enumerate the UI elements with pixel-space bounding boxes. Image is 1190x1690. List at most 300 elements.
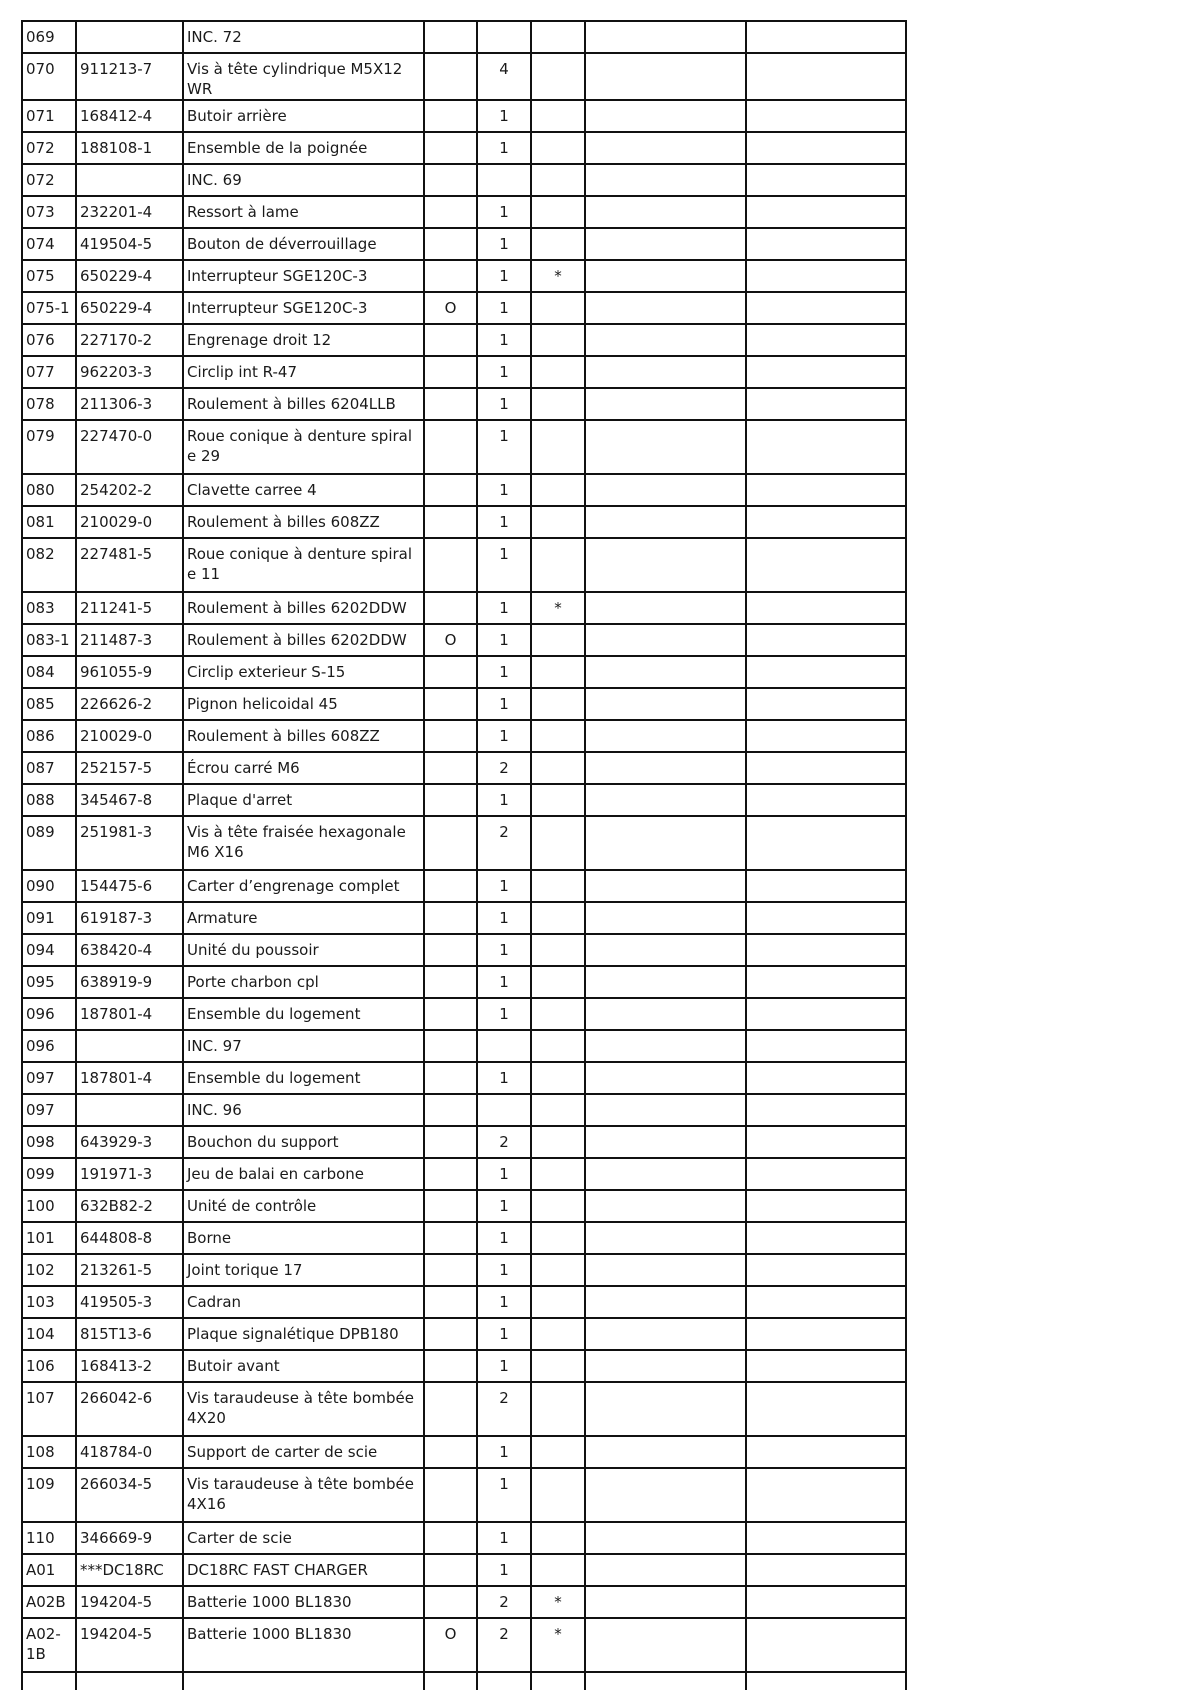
- table-row: [22, 1254, 906, 1286]
- quantity-cell: 1: [477, 592, 531, 624]
- item-number-cell: 102: [22, 1254, 76, 1286]
- quantity-cell: 1: [477, 688, 531, 720]
- blank-cell: [585, 1468, 746, 1522]
- note-cell: [531, 1554, 585, 1586]
- blank-cell: [746, 1382, 906, 1436]
- item-number-cell: A02-1B: [22, 1618, 76, 1672]
- blank-cell: [585, 420, 746, 474]
- description-cell: Bouchon du support: [183, 1126, 424, 1158]
- table-row: [22, 1318, 906, 1350]
- note-cell: [531, 1286, 585, 1318]
- part-number-cell: 210029-0: [76, 720, 183, 752]
- blank-cell: [746, 1522, 906, 1554]
- part-number-cell: [76, 164, 183, 196]
- note-cell: [531, 1318, 585, 1350]
- quantity-cell: 1: [477, 506, 531, 538]
- part-number-cell: 644808-8: [76, 1222, 183, 1254]
- part-number-cell: ***DC18RC: [76, 1554, 183, 1586]
- blank-cell: [585, 1062, 746, 1094]
- blank-cell: [585, 592, 746, 624]
- blank-cell: [746, 420, 906, 474]
- blank-cell: [585, 324, 746, 356]
- description-cell: Butoir avant: [183, 1350, 424, 1382]
- blank-cell: [746, 752, 906, 784]
- table-row: [22, 1190, 906, 1222]
- blank-cell: [585, 1350, 746, 1382]
- description-cell: Écrou carré M6: [183, 752, 424, 784]
- part-number-cell: 254202-2: [76, 474, 183, 506]
- blank-cell: [585, 1672, 746, 1690]
- note-cell: [531, 420, 585, 474]
- note-cell: *: [531, 1618, 585, 1672]
- blank-cell: [746, 966, 906, 998]
- blank-cell: [746, 538, 906, 592]
- note-cell: [531, 1522, 585, 1554]
- description-cell: Ensemble du logement: [183, 998, 424, 1030]
- part-number-cell: 911213-7: [76, 53, 183, 100]
- note-cell: *: [531, 1586, 585, 1618]
- quantity-cell: 1: [477, 1286, 531, 1318]
- note-cell: [531, 506, 585, 538]
- table-row: [22, 1586, 906, 1618]
- part-number-cell: 643929-3: [76, 1126, 183, 1158]
- description-cell: Carter d’engrenage complet: [183, 870, 424, 902]
- quantity-cell: 1: [477, 934, 531, 966]
- quantity-cell: 1: [477, 1190, 531, 1222]
- table-row: [22, 132, 906, 164]
- note-cell: [531, 1382, 585, 1436]
- description-cell: Butoir arrière: [183, 100, 424, 132]
- parts-table: [21, 20, 907, 1690]
- blank-cell: [585, 356, 746, 388]
- blank-cell: [746, 784, 906, 816]
- blank-cell: [585, 538, 746, 592]
- table-row: [22, 1062, 906, 1094]
- description-cell: INC. 69: [183, 164, 424, 196]
- option-cell: [424, 784, 477, 816]
- quantity-cell: 1: [477, 1222, 531, 1254]
- blank-cell: [585, 1094, 746, 1126]
- quantity-cell: 1: [477, 1254, 531, 1286]
- note-cell: [531, 784, 585, 816]
- description-cell: Plaque signalétique DPB180: [183, 1318, 424, 1350]
- table-row: [22, 1286, 906, 1318]
- part-number-cell: [76, 21, 183, 53]
- note-cell: [531, 624, 585, 656]
- blank-cell: [585, 688, 746, 720]
- blank-cell: [585, 934, 746, 966]
- item-number-cell: 076: [22, 324, 76, 356]
- option-cell: [424, 688, 477, 720]
- table-row: [22, 1672, 906, 1690]
- quantity-cell: 1: [477, 784, 531, 816]
- blank-cell: [585, 100, 746, 132]
- option-cell: [424, 132, 477, 164]
- item-number-cell: 088: [22, 784, 76, 816]
- option-cell: [424, 324, 477, 356]
- quantity-cell: 1: [477, 324, 531, 356]
- option-cell: [424, 752, 477, 784]
- quantity-cell: 2: [477, 816, 531, 870]
- note-cell: [531, 164, 585, 196]
- part-number-cell: 211306-3: [76, 388, 183, 420]
- blank-cell: [585, 1254, 746, 1286]
- quantity-cell: 2: [477, 1126, 531, 1158]
- option-cell: [424, 1126, 477, 1158]
- part-number-cell: 815T13-6: [76, 1318, 183, 1350]
- item-number-cell: 077: [22, 356, 76, 388]
- part-number-cell: 194204-5: [76, 1618, 183, 1672]
- part-number-cell: 194204-5: [76, 1586, 183, 1618]
- description-cell: Bouton de déverrouillage: [183, 228, 424, 260]
- table-row: [22, 1618, 906, 1672]
- part-number-cell: 232201-4: [76, 196, 183, 228]
- item-number-cell: 096: [22, 1030, 76, 1062]
- option-cell: [424, 388, 477, 420]
- option-cell: [424, 1522, 477, 1554]
- table-row: [22, 356, 906, 388]
- option-cell: [424, 870, 477, 902]
- parts-table-body: [22, 21, 906, 1690]
- blank-cell: [746, 356, 906, 388]
- description-cell: Clavette carree 4: [183, 474, 424, 506]
- part-number-cell: 227470-0: [76, 420, 183, 474]
- quantity-cell: 1: [477, 1554, 531, 1586]
- blank-cell: [746, 196, 906, 228]
- quantity-cell: 1: [477, 656, 531, 688]
- quantity-cell: 2: [477, 1586, 531, 1618]
- item-number-cell: 101: [22, 1222, 76, 1254]
- description-cell: Circlip exterieur S-15: [183, 656, 424, 688]
- option-cell: [424, 720, 477, 752]
- blank-cell: [585, 1286, 746, 1318]
- note-cell: [531, 1126, 585, 1158]
- item-number-cell: 104: [22, 1318, 76, 1350]
- table-row: [22, 228, 906, 260]
- description-cell: Carter de scie: [183, 1522, 424, 1554]
- blank-cell: [585, 292, 746, 324]
- table-row: [22, 53, 906, 100]
- option-cell: [424, 196, 477, 228]
- description-cell: Batterie 1000 BL1830: [183, 1618, 424, 1672]
- blank-cell: [746, 1318, 906, 1350]
- part-number-cell: 187801-4: [76, 1062, 183, 1094]
- description-cell: Interrupteur SGE120C-3: [183, 260, 424, 292]
- note-cell: [531, 324, 585, 356]
- description-cell: Engrenage droit 12: [183, 324, 424, 356]
- blank-cell: [746, 388, 906, 420]
- description-cell: Batterie 1000 BL1830: [183, 1586, 424, 1618]
- blank-cell: [746, 324, 906, 356]
- blank-cell: [746, 1586, 906, 1618]
- item-number-cell: 070: [22, 53, 76, 100]
- part-number-cell: 418784-0: [76, 1436, 183, 1468]
- option-cell: [424, 1436, 477, 1468]
- quantity-cell: 1: [477, 196, 531, 228]
- note-cell: [531, 100, 585, 132]
- item-number-cell: 086: [22, 720, 76, 752]
- quantity-cell: 1: [477, 260, 531, 292]
- blank-cell: [585, 1030, 746, 1062]
- description-cell: Roue conique à denture spirale 29: [183, 420, 424, 474]
- part-number-cell: 419504-5: [76, 228, 183, 260]
- quantity-cell: 1: [477, 998, 531, 1030]
- note-cell: [531, 656, 585, 688]
- table-row: [22, 1126, 906, 1158]
- part-number-cell: 419505-3: [76, 1286, 183, 1318]
- blank-cell: [746, 1554, 906, 1586]
- item-number-cell: 097: [22, 1062, 76, 1094]
- description-cell: Roue conique à denture spirale 11: [183, 538, 424, 592]
- option-cell: [424, 420, 477, 474]
- quantity-cell: 1: [477, 388, 531, 420]
- option-cell: [424, 592, 477, 624]
- quantity-cell: 1: [477, 720, 531, 752]
- blank-cell: [746, 656, 906, 688]
- option-cell: [424, 934, 477, 966]
- blank-cell: [746, 624, 906, 656]
- table-row: [22, 902, 906, 934]
- item-number-cell: 095: [22, 966, 76, 998]
- table-row: [22, 656, 906, 688]
- item-number-cell: 091: [22, 902, 76, 934]
- quantity-cell: 2: [477, 1618, 531, 1672]
- note-cell: [531, 966, 585, 998]
- part-number-cell: 213261-5: [76, 1254, 183, 1286]
- item-number-cell: 072: [22, 164, 76, 196]
- blank-cell: [585, 870, 746, 902]
- quantity-cell: 1: [477, 100, 531, 132]
- quantity-cell: 1: [477, 1158, 531, 1190]
- part-number-cell: 210029-0: [76, 506, 183, 538]
- part-number-cell: 632B82-2: [76, 1190, 183, 1222]
- quantity-cell: 1: [477, 966, 531, 998]
- blank-cell: [585, 752, 746, 784]
- option-cell: O: [424, 292, 477, 324]
- option-cell: [424, 1190, 477, 1222]
- blank-cell: [585, 1158, 746, 1190]
- item-number-cell: 109: [22, 1468, 76, 1522]
- option-cell: [424, 966, 477, 998]
- blank-cell: [746, 1254, 906, 1286]
- blank-cell: [746, 164, 906, 196]
- blank-cell: [746, 1094, 906, 1126]
- description-cell: Roulement à billes 6204LLB: [183, 388, 424, 420]
- item-number-cell: 075: [22, 260, 76, 292]
- table-row: [22, 720, 906, 752]
- option-cell: [424, 1382, 477, 1436]
- part-number-cell: 638919-9: [76, 966, 183, 998]
- table-row: [22, 688, 906, 720]
- part-number-cell: [76, 1672, 183, 1690]
- note-cell: [531, 1190, 585, 1222]
- table-row: [22, 1158, 906, 1190]
- quantity-cell: 1: [477, 1350, 531, 1382]
- blank-cell: [585, 506, 746, 538]
- blank-cell: [585, 1126, 746, 1158]
- quantity-cell: 1: [477, 292, 531, 324]
- table-row: [22, 1030, 906, 1062]
- item-number-cell: 071: [22, 100, 76, 132]
- option-cell: [424, 902, 477, 934]
- item-number-cell: 106: [22, 1350, 76, 1382]
- quantity-cell: [477, 1094, 531, 1126]
- description-cell: INC. 96: [183, 1094, 424, 1126]
- description-cell: INC. 72: [183, 21, 424, 53]
- table-row: [22, 1382, 906, 1436]
- blank-cell: [746, 1618, 906, 1672]
- table-row: [22, 752, 906, 784]
- option-cell: [424, 1586, 477, 1618]
- option-cell: [424, 1468, 477, 1522]
- table-row: [22, 1094, 906, 1126]
- part-number-cell: 168413-2: [76, 1350, 183, 1382]
- description-cell: Unité du poussoir: [183, 934, 424, 966]
- blank-cell: [585, 1382, 746, 1436]
- part-number-cell: 345467-8: [76, 784, 183, 816]
- table-row: [22, 624, 906, 656]
- item-number-cell: 083: [22, 592, 76, 624]
- option-cell: [424, 998, 477, 1030]
- note-cell: [531, 474, 585, 506]
- blank-cell: [746, 260, 906, 292]
- description-cell: Roulement à billes 608ZZ: [183, 720, 424, 752]
- table-row: [22, 1522, 906, 1554]
- option-cell: [424, 1094, 477, 1126]
- option-cell: O: [424, 624, 477, 656]
- item-number-cell: 098: [22, 1126, 76, 1158]
- note-cell: [531, 688, 585, 720]
- blank-cell: [585, 1318, 746, 1350]
- description-cell: Armature: [183, 902, 424, 934]
- note-cell: [531, 1030, 585, 1062]
- part-number-cell: 168412-4: [76, 100, 183, 132]
- note-cell: [531, 228, 585, 260]
- option-cell: [424, 474, 477, 506]
- table-row: [22, 1436, 906, 1468]
- note-cell: [531, 21, 585, 53]
- blank-cell: [585, 966, 746, 998]
- option-cell: [424, 1222, 477, 1254]
- table-row: [22, 292, 906, 324]
- part-number-cell: 619187-3: [76, 902, 183, 934]
- table-row: [22, 388, 906, 420]
- table-row: [22, 21, 906, 53]
- table-row: [22, 1554, 906, 1586]
- description-cell: Porte charbon cpl: [183, 966, 424, 998]
- option-cell: [424, 53, 477, 100]
- note-cell: [531, 1062, 585, 1094]
- note-cell: [531, 1672, 585, 1690]
- item-number-cell: 094: [22, 934, 76, 966]
- blank-cell: [585, 1586, 746, 1618]
- item-number-cell: 069: [22, 21, 76, 53]
- option-cell: [424, 356, 477, 388]
- item-number-cell: 103: [22, 1286, 76, 1318]
- note-cell: [531, 934, 585, 966]
- blank-cell: [746, 934, 906, 966]
- table-row: [22, 196, 906, 228]
- blank-cell: [746, 21, 906, 53]
- item-number-cell: 074: [22, 228, 76, 260]
- table-row: [22, 998, 906, 1030]
- blank-cell: [585, 474, 746, 506]
- blank-cell: [585, 196, 746, 228]
- description-cell: Ressort à lame: [183, 196, 424, 228]
- table-row: [22, 1468, 906, 1522]
- option-cell: [424, 538, 477, 592]
- note-cell: [531, 816, 585, 870]
- part-number-cell: 226626-2: [76, 688, 183, 720]
- table-row: [22, 934, 906, 966]
- option-cell: [424, 1672, 477, 1690]
- quantity-cell: 1: [477, 1436, 531, 1468]
- quantity-cell: [477, 21, 531, 53]
- note-cell: *: [531, 260, 585, 292]
- part-number-cell: 962203-3: [76, 356, 183, 388]
- blank-cell: [746, 506, 906, 538]
- quantity-cell: 1: [477, 902, 531, 934]
- option-cell: [424, 1030, 477, 1062]
- part-number-cell: 961055-9: [76, 656, 183, 688]
- quantity-cell: [477, 1672, 531, 1690]
- part-number-cell: 266042-6: [76, 1382, 183, 1436]
- blank-cell: [585, 720, 746, 752]
- blank-cell: [585, 53, 746, 100]
- part-number-cell: 187801-4: [76, 998, 183, 1030]
- note-cell: [531, 752, 585, 784]
- option-cell: [424, 656, 477, 688]
- part-number-cell: 188108-1: [76, 132, 183, 164]
- description-cell: Unité de contrôle: [183, 1190, 424, 1222]
- blank-cell: [585, 1522, 746, 1554]
- description-cell: Ensemble de la poignée: [183, 132, 424, 164]
- table-row: [22, 1222, 906, 1254]
- blank-cell: [746, 1286, 906, 1318]
- part-number-cell: 211487-3: [76, 624, 183, 656]
- note-cell: [531, 1254, 585, 1286]
- item-number-cell: [22, 1672, 76, 1690]
- part-number-cell: 251981-3: [76, 816, 183, 870]
- description-cell: INC. 97: [183, 1030, 424, 1062]
- blank-cell: [585, 624, 746, 656]
- item-number-cell: 100: [22, 1190, 76, 1222]
- part-number-cell: 650229-4: [76, 260, 183, 292]
- part-number-cell: 252157-5: [76, 752, 183, 784]
- blank-cell: [585, 1190, 746, 1222]
- item-number-cell: 075-1: [22, 292, 76, 324]
- blank-cell: [585, 656, 746, 688]
- option-cell: O: [424, 1618, 477, 1672]
- description-cell: Roulement à billes 6202DDW: [183, 624, 424, 656]
- blank-cell: [585, 1436, 746, 1468]
- option-cell: [424, 1062, 477, 1094]
- option-cell: [424, 1554, 477, 1586]
- table-row: [22, 164, 906, 196]
- note-cell: [531, 53, 585, 100]
- item-number-cell: 097: [22, 1094, 76, 1126]
- description-cell: Plaque d'arret: [183, 784, 424, 816]
- option-cell: [424, 816, 477, 870]
- quantity-cell: [477, 1030, 531, 1062]
- table-row: [22, 260, 906, 292]
- note-cell: [531, 356, 585, 388]
- blank-cell: [746, 1436, 906, 1468]
- table-row: [22, 538, 906, 592]
- blank-cell: [746, 1350, 906, 1382]
- option-cell: [424, 1350, 477, 1382]
- description-cell: Vis taraudeuse à tête bombée 4X20: [183, 1382, 424, 1436]
